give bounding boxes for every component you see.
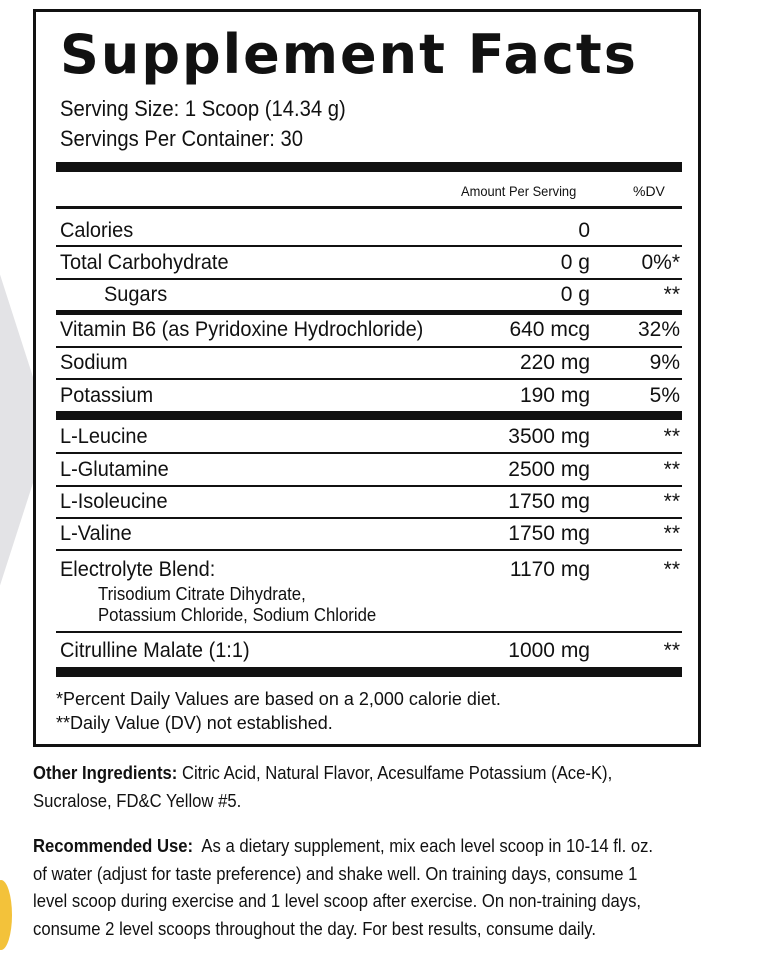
blend-ingredients-line: Trisodium Citrate Dihydrate, bbox=[98, 584, 306, 604]
nutrient-amount: 3500 mg bbox=[508, 425, 590, 448]
supplement-facts-panel bbox=[33, 9, 701, 747]
other-ingredients bbox=[33, 759, 672, 814]
nutrient-amount: 2500 mg bbox=[508, 458, 590, 481]
nutrient-dv: ** bbox=[663, 639, 680, 662]
serving-size: Serving Size: 1 Scoop (14.34 g) bbox=[60, 96, 346, 121]
nutrient-dv: ** bbox=[663, 425, 680, 448]
nutrient-dv: ** bbox=[663, 283, 680, 306]
header-divider bbox=[56, 206, 682, 209]
nutrient-amount: 1750 mg bbox=[508, 490, 590, 513]
nutrient-dv: ** bbox=[663, 490, 680, 513]
row-divider bbox=[56, 452, 682, 454]
recommended-use-text: As a dietary supplement, mix each level scoop in 10-14 fl. oz. bbox=[201, 835, 654, 856]
nutrient-dv: 0%* bbox=[641, 251, 680, 274]
thick-divider bbox=[56, 411, 682, 420]
nutrient-name: Total Carbohydrate bbox=[60, 251, 229, 274]
recommended-use-text: consume 2 level scoops throughout the day. For best results, consume daily. bbox=[33, 917, 597, 939]
recommended-use-text: of water (adjust for taste preference) and shake well. On training days, consume 1 bbox=[33, 862, 638, 884]
row-divider bbox=[56, 245, 682, 247]
nutrient-amount: 1000 mg bbox=[508, 639, 590, 662]
recommended-use bbox=[33, 832, 672, 942]
blend-ingredients-line: Potassium Chloride, Sodium Chloride bbox=[98, 605, 377, 625]
nutrient-name: Sodium bbox=[60, 351, 128, 374]
row-divider bbox=[56, 278, 682, 280]
nutrient-amount: 220 mg bbox=[519, 351, 590, 374]
nutrient-dv: 9% bbox=[649, 351, 680, 374]
nutrient-dv: 5% bbox=[649, 384, 680, 407]
other-ingredients-label: Other Ingredients: bbox=[33, 762, 178, 783]
thick-divider bbox=[56, 162, 682, 172]
nutrient-name: Calories bbox=[60, 219, 134, 242]
section-divider bbox=[56, 310, 682, 315]
nutrient-amount: 0 g bbox=[560, 283, 590, 306]
nutrient-dv: ** bbox=[663, 558, 680, 581]
nutrient-dv: 32% bbox=[637, 318, 680, 341]
row-divider bbox=[56, 485, 682, 487]
recommended-use-text: level scoop during exercise and 1 level scoop after exercise. On non-training days, bbox=[33, 890, 642, 911]
servings-per-container: Servings Per Container: 30 bbox=[60, 126, 304, 151]
row-divider bbox=[56, 346, 682, 348]
nutrient-name: Electrolyte Blend: bbox=[60, 558, 216, 581]
column-header-amount: Amount Per Serving bbox=[461, 183, 577, 199]
nutrient-amount: 0 g bbox=[560, 251, 590, 274]
nutrient-amount: 640 mcg bbox=[509, 318, 590, 341]
nutrient-amount: 1750 mg bbox=[508, 522, 590, 545]
nutrient-name: L-Leucine bbox=[60, 425, 148, 448]
nutrient-name: Vitamin B6 (as Pyridoxine Hydrochloride) bbox=[60, 318, 424, 341]
recommended-use-label: Recommended Use: bbox=[33, 835, 194, 856]
column-header-dv: %DV bbox=[633, 183, 665, 199]
nutrient-amount: 190 mg bbox=[519, 384, 590, 407]
nutrient-name: L-Valine bbox=[60, 522, 132, 545]
footnote-dv: *Percent Daily Values are based on a 2,000 calorie diet. bbox=[56, 689, 501, 709]
nutrient-dv: ** bbox=[663, 522, 680, 545]
row-divider bbox=[56, 517, 682, 519]
panel-title: Supplement Facts bbox=[60, 23, 638, 86]
thick-divider bbox=[56, 667, 682, 677]
background-decoration bbox=[0, 880, 12, 950]
footnote-not-established: **Daily Value (DV) not established. bbox=[56, 713, 333, 733]
other-ingredients-text: Sucralose, FD&C Yellow #5. bbox=[33, 789, 242, 811]
nutrient-name: L-Isoleucine bbox=[60, 490, 168, 513]
other-ingredients-text: Citric Acid, Natural Flavor, Acesulfame Potassium (Ace-K), bbox=[181, 762, 613, 783]
nutrient-amount: 0 bbox=[578, 219, 590, 242]
nutrient-amount: 1170 mg bbox=[509, 558, 590, 581]
nutrient-name: L-Glutamine bbox=[60, 458, 169, 481]
row-divider bbox=[56, 378, 682, 380]
row-divider bbox=[56, 549, 682, 551]
nutrient-name: Sugars bbox=[104, 283, 168, 306]
nutrient-name: Citrulline Malate (1:1) bbox=[60, 639, 250, 662]
row-divider bbox=[56, 631, 682, 633]
nutrient-dv: ** bbox=[663, 458, 680, 481]
nutrient-name: Potassium bbox=[60, 384, 154, 407]
